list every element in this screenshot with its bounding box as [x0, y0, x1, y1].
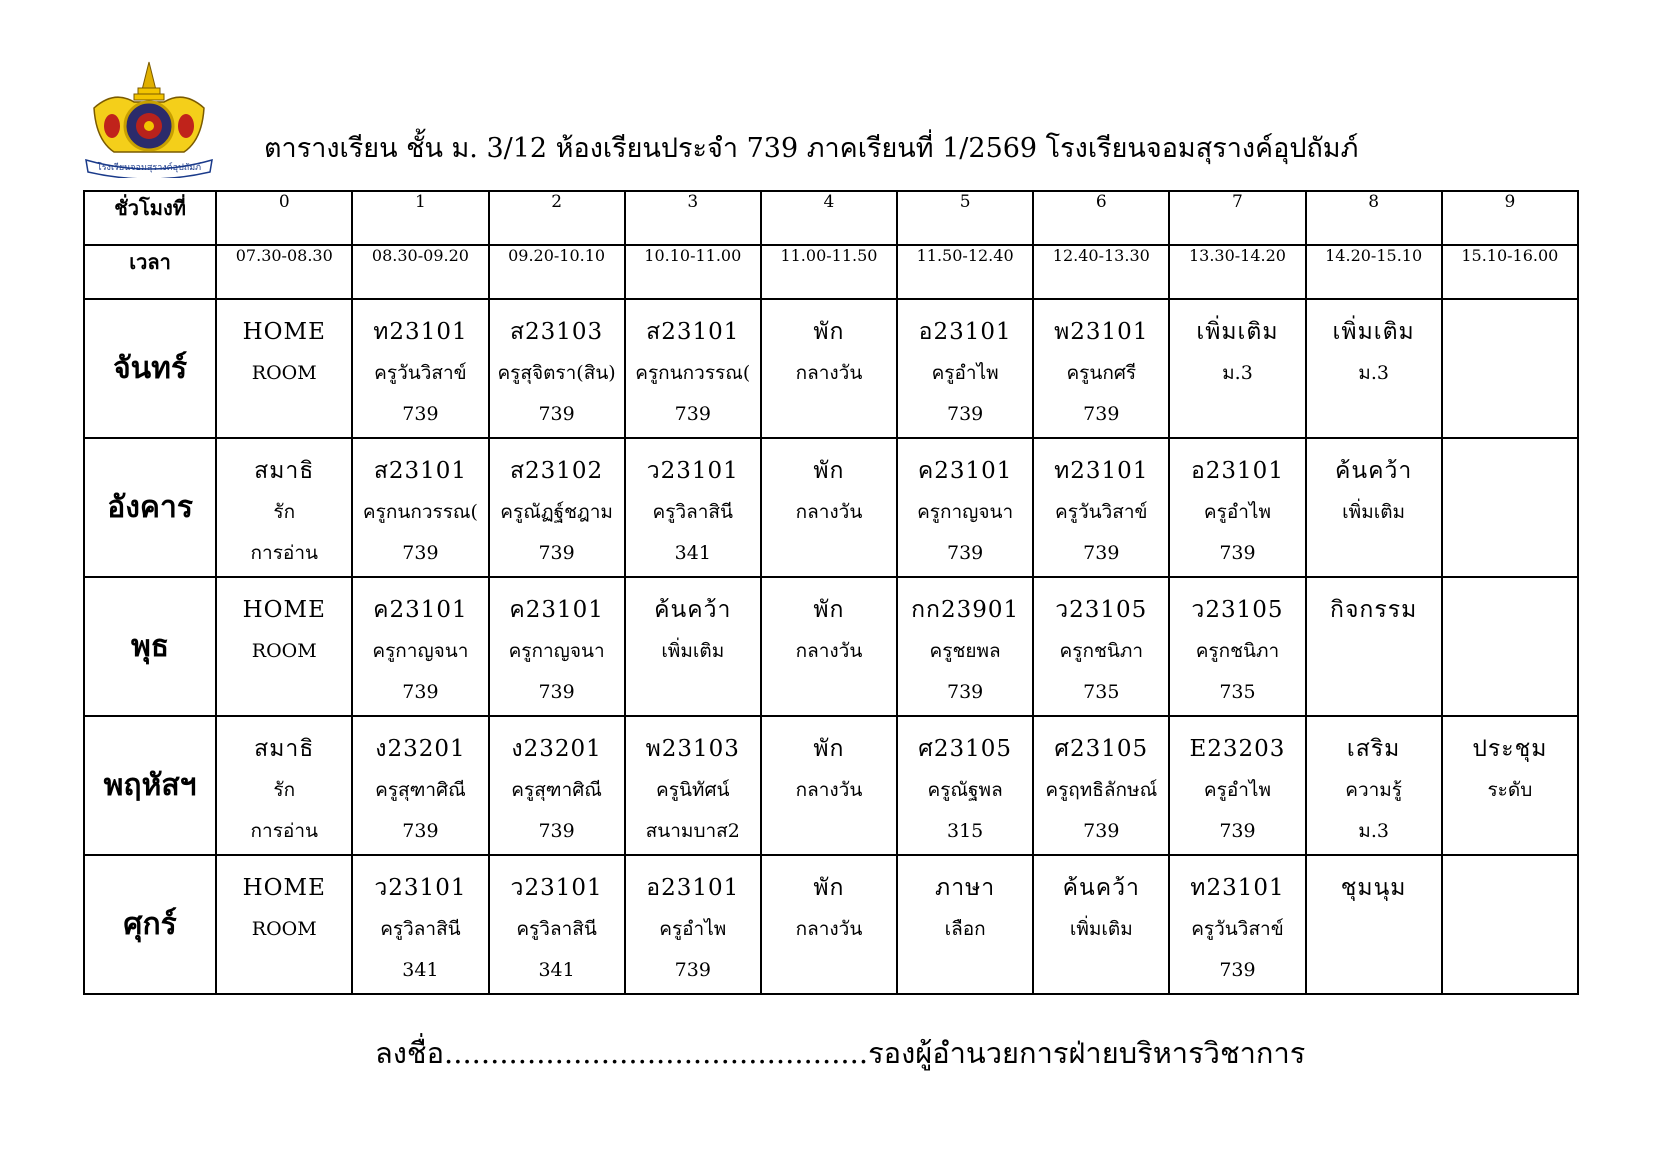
room-number: 341 [402, 959, 439, 981]
schedule-cell [1442, 438, 1578, 577]
room-number: สนามบาส2 [645, 820, 740, 842]
teacher-name: รัก [273, 501, 296, 523]
room-number [217, 950, 351, 991]
teacher-name: ครูสุจิตรา(สิน) [497, 362, 616, 384]
day-name: ศุกร์ [84, 855, 216, 994]
room-number: 739 [946, 403, 984, 425]
time-header-row [84, 245, 1578, 299]
subject-code: ง23201 [511, 736, 602, 762]
teacher-name: ครูวันวิสาข์ [374, 362, 467, 384]
room-number: 739 [946, 681, 984, 703]
time-range: 12.40-13.30 [1033, 245, 1169, 299]
subject-code: ค้นคว้า [1334, 458, 1413, 484]
subject-code: พัก [813, 597, 845, 623]
schedule-cell [1442, 299, 1578, 438]
day-name: พุธ [84, 577, 216, 716]
schedule-cell [897, 577, 1033, 716]
period-number: 4 [761, 191, 897, 245]
teacher-name: เลือก [944, 918, 986, 940]
room-number: 341 [674, 542, 711, 564]
day-row [84, 577, 1578, 716]
room-number [1443, 950, 1577, 991]
subject-code [1443, 868, 1577, 909]
schedule-cell [625, 299, 761, 438]
schedule-cell [625, 716, 761, 855]
room-number: 735 [1083, 681, 1120, 703]
teacher-name: ครูอำไพ [1203, 779, 1271, 801]
room-number [1443, 533, 1577, 574]
subject-code: ท23101 [1054, 458, 1149, 484]
teacher-name: เพิ่มเติม [1342, 501, 1406, 523]
subject-code: ค23101 [373, 597, 468, 623]
schedule-cell [352, 716, 488, 855]
room-number: 739 [538, 681, 575, 703]
schedule-cell [897, 299, 1033, 438]
room-number [217, 394, 351, 435]
svg-text:โรงเรียนจอมสุรางค์อุปถัมภ์: โรงเรียนจอมสุรางค์อุปถัมภ์ [96, 163, 202, 173]
subject-code: HOME [242, 319, 326, 345]
day-name: อังคาร [84, 438, 216, 577]
subject-code: ส23101 [373, 458, 468, 484]
room-number [1307, 394, 1441, 435]
subject-code: ศ23105 [918, 736, 1012, 762]
schedule-cell [897, 716, 1033, 855]
teacher-name [1307, 909, 1441, 950]
schedule-cell [1033, 577, 1169, 716]
teacher-name: ครูนกศรี [1066, 362, 1137, 384]
subject-code: ศ23105 [1054, 736, 1149, 762]
teacher-name: ม.3 [1358, 362, 1389, 384]
room-number: 739 [402, 820, 439, 842]
room-number: 739 [402, 681, 439, 703]
room-number: 739 [674, 959, 711, 981]
room-number [762, 533, 896, 574]
schedule-cell [625, 438, 761, 577]
school-logo [84, 60, 214, 178]
page-title: ตารางเรียน ชั้น ม. 3/12 ห้องเรียนประจำ 739 ภาคเรียนที่ 1/2569 โรงเรียนจอมสุรางค์อุปถัมภ์ [264, 133, 1359, 164]
schedule-cell [489, 716, 625, 855]
schedule-cell [1169, 577, 1305, 716]
teacher-name: ROOM [251, 640, 317, 662]
day-row [84, 299, 1578, 438]
schedule-cell [1442, 716, 1578, 855]
schedule-cell [1306, 438, 1442, 577]
subject-code [1443, 312, 1577, 353]
schedule-cell [897, 438, 1033, 577]
schedule-cell [1033, 855, 1169, 994]
schedule-cell [216, 577, 352, 716]
teacher-name: ครูณัฏฐ์ชฎาม [500, 501, 613, 523]
teacher-name: ครูวิลาสินี [652, 501, 734, 523]
signature-line: ลงชื่อ..............................................รองผู้อำนวยการฝ่ายบริหารวิชาการ [375, 1036, 1306, 1070]
schedule-cell [489, 299, 625, 438]
schedule-cell [761, 716, 897, 855]
teacher-name: ครูวิลาสินี [380, 918, 461, 940]
schedule-cell [761, 438, 897, 577]
subject-code: พัก [813, 458, 845, 484]
schedule-cell [352, 577, 488, 716]
time-range: 09.20-10.10 [489, 245, 625, 299]
room-number: 739 [1219, 820, 1256, 842]
timetable [83, 190, 1579, 995]
period-number: 7 [1169, 191, 1305, 245]
schedule-cell [761, 577, 897, 716]
room-number: 739 [1219, 959, 1256, 981]
subject-code: เพิ่มเติม [1196, 319, 1279, 345]
subject-code: ค23101 [917, 458, 1013, 484]
time-range: 13.30-14.20 [1169, 245, 1305, 299]
teacher-name: ครูสุฑาศิณี [375, 779, 466, 801]
room-number: 341 [538, 959, 575, 981]
subject-code: พัก [813, 736, 845, 762]
schedule-cell [216, 299, 352, 438]
teacher-name: กลางวัน [795, 918, 863, 940]
subject-code: เพิ่มเติม [1332, 319, 1415, 345]
room-number: 315 [946, 820, 984, 842]
room-number: 739 [946, 542, 984, 564]
teacher-name [1443, 353, 1577, 394]
room-number [626, 672, 760, 713]
period-number: 8 [1306, 191, 1442, 245]
subject-code: ท23101 [1190, 875, 1285, 901]
period-number: 2 [489, 191, 625, 245]
room-number: การอ่าน [250, 820, 318, 842]
subject-code: ค23101 [509, 597, 604, 623]
room-number: 739 [674, 403, 711, 425]
room-number: ม.3 [1358, 820, 1389, 842]
schedule-cell [1033, 299, 1169, 438]
room-number: 739 [1083, 820, 1120, 842]
teacher-name: รัก [273, 779, 296, 801]
day-name: พฤหัสฯ [84, 716, 216, 855]
subject-code: พัก [813, 319, 845, 345]
subject-code: ประชุม [1472, 736, 1548, 762]
subject-code: สมาธิ [254, 736, 315, 762]
time-range: 14.20-15.10 [1306, 245, 1442, 299]
teacher-name: กลางวัน [795, 640, 863, 662]
schedule-cell [352, 855, 488, 994]
subject-code: ว23101 [510, 875, 603, 901]
teacher-name: ครูวันวิสาข์ [1191, 918, 1284, 940]
room-number: 739 [1219, 542, 1256, 564]
subject-code: ง23201 [375, 736, 466, 762]
period-number: 9 [1442, 191, 1578, 245]
room-number [1443, 394, 1577, 435]
subject-code: ค้นคว้า [1062, 875, 1140, 901]
room-number: 739 [402, 403, 439, 425]
room-number: 739 [1083, 403, 1120, 425]
subject-code: กิจกรรม [1330, 597, 1418, 623]
room-number [1443, 811, 1577, 852]
subject-code: ส23102 [509, 458, 604, 484]
subject-code: อ23101 [918, 319, 1012, 345]
room-number [898, 950, 1032, 991]
teacher-name [1443, 492, 1577, 533]
schedule-cell [352, 299, 488, 438]
room-number: 739 [1083, 542, 1120, 564]
schedule-cell [1169, 299, 1305, 438]
subject-code: กก23901 [911, 597, 1020, 623]
schedule-cell [1306, 716, 1442, 855]
schedule-cell [761, 855, 897, 994]
room-number [1307, 672, 1441, 713]
teacher-name: ระดับ [1487, 779, 1533, 801]
period-number: 6 [1033, 191, 1169, 245]
period-label: ชั่วโมงที่ [84, 191, 216, 245]
subject-code: อ23101 [1190, 458, 1284, 484]
room-number: 739 [538, 403, 575, 425]
period-number: 1 [352, 191, 488, 245]
room-number [1307, 950, 1441, 991]
period-header-row [84, 191, 1578, 245]
schedule-cell [1169, 855, 1305, 994]
day-name: จันทร์ [84, 299, 216, 438]
teacher-name: ครูสุฑาศิณี [511, 779, 602, 801]
subject-code: HOME [242, 875, 326, 901]
subject-code: สมาธิ [254, 458, 315, 484]
subject-code: อ23101 [646, 875, 740, 901]
teacher-name: กลางวัน [795, 501, 863, 523]
day-row [84, 716, 1578, 855]
schedule-cell [489, 577, 625, 716]
teacher-name: ครูกนกวรรณ( [362, 501, 478, 523]
teacher-name: ครูอำไพ [659, 918, 727, 940]
teacher-name: ครูกาญจนา [372, 640, 469, 662]
room-number [762, 811, 896, 852]
teacher-name: ROOM [251, 362, 317, 384]
teacher-name: ครูกาญจนา [508, 640, 605, 662]
room-number [762, 950, 896, 991]
room-number [762, 394, 896, 435]
subject-code: ว23105 [1191, 597, 1284, 623]
schedule-cell [216, 855, 352, 994]
time-label: เวลา [84, 245, 216, 299]
schedule-cell [1442, 855, 1578, 994]
teacher-name: ครูอำไพ [1203, 501, 1271, 523]
schedule-cell [489, 438, 625, 577]
teacher-name: ครูวันวิสาข์ [1055, 501, 1148, 523]
day-row [84, 855, 1578, 994]
subject-code: E23203 [1189, 736, 1286, 762]
teacher-name: ครูชยพล [929, 640, 1001, 662]
teacher-name: ครูวิลาสินี [516, 918, 597, 940]
schedule-cell [625, 577, 761, 716]
teacher-name: เพิ่มเติม [661, 640, 725, 662]
teacher-name: เพิ่มเติม [1069, 918, 1133, 940]
teacher-name: ครูกนกวรรณ( [635, 362, 751, 384]
room-number [1443, 672, 1577, 713]
subject-code: พ23103 [645, 736, 740, 762]
schedule-cell [216, 716, 352, 855]
schedule-cell [1306, 855, 1442, 994]
schedule-cell [1033, 438, 1169, 577]
subject-code: ค้นคว้า [654, 597, 732, 623]
schedule-cell [216, 438, 352, 577]
teacher-name: ครูกาญจนา [917, 501, 1014, 523]
period-number: 5 [897, 191, 1033, 245]
schedule-cell [1306, 299, 1442, 438]
subject-code: พัก [813, 875, 845, 901]
subject-code: ส23103 [509, 319, 604, 345]
time-range: 11.50-12.40 [897, 245, 1033, 299]
room-number [1034, 950, 1168, 991]
schedule-cell [1033, 716, 1169, 855]
room-number: 739 [402, 542, 439, 564]
teacher-name: ครูณัฐพล [927, 779, 1003, 801]
room-number [1170, 394, 1304, 435]
schedule-cell [1306, 577, 1442, 716]
schedule-cell [1169, 716, 1305, 855]
day-row [84, 438, 1578, 577]
teacher-name: ม.3 [1222, 362, 1253, 384]
subject-code: ท23101 [373, 319, 468, 345]
subject-code: ว23101 [374, 875, 467, 901]
room-number [217, 672, 351, 713]
time-range: 10.10-11.00 [625, 245, 761, 299]
period-number: 3 [625, 191, 761, 245]
subject-code: ว23101 [646, 458, 739, 484]
time-range: 08.30-09.20 [352, 245, 488, 299]
schedule-cell [625, 855, 761, 994]
period-number: 0 [216, 191, 352, 245]
schedule-cell [489, 855, 625, 994]
room-number: การอ่าน [250, 542, 318, 564]
subject-code: HOME [242, 597, 326, 623]
room-number: 735 [1219, 681, 1256, 703]
subject-code [1443, 451, 1577, 492]
room-number: 739 [538, 542, 575, 564]
teacher-name [1443, 909, 1577, 950]
teacher-name: ครูอำไพ [931, 362, 999, 384]
teacher-name [1307, 631, 1441, 672]
subject-code: ส23101 [646, 319, 740, 345]
teacher-name: ครูนิทัศน์ [656, 779, 730, 801]
subject-code: ชุมนุม [1340, 875, 1407, 901]
teacher-name [1443, 631, 1577, 672]
teacher-name: ความรู้ [1345, 779, 1403, 801]
teacher-name: กลางวัน [795, 779, 863, 801]
teacher-name: ครูฤทธิลักษณ์ [1045, 779, 1158, 801]
schedule-cell [352, 438, 488, 577]
subject-code [1443, 590, 1577, 631]
teacher-name: กลางวัน [795, 362, 863, 384]
schedule-cell [1169, 438, 1305, 577]
room-number [762, 672, 896, 713]
time-range: 15.10-16.00 [1442, 245, 1578, 299]
schedule-cell [897, 855, 1033, 994]
subject-code: ว23105 [1055, 597, 1148, 623]
time-range: 07.30-08.30 [216, 245, 352, 299]
subject-code: เสริม [1346, 736, 1401, 762]
subject-code: ภาษา [935, 875, 996, 901]
subject-code: พ23101 [1054, 319, 1149, 345]
teacher-name: ครูกชนิภา [1059, 640, 1144, 662]
schedule-cell [761, 299, 897, 438]
time-range: 11.00-11.50 [761, 245, 897, 299]
room-number [1307, 533, 1441, 574]
room-number: 739 [538, 820, 575, 842]
schedule-cell [1442, 577, 1578, 716]
teacher-name: ครูกชนิภา [1195, 640, 1280, 662]
teacher-name: ROOM [251, 918, 317, 940]
